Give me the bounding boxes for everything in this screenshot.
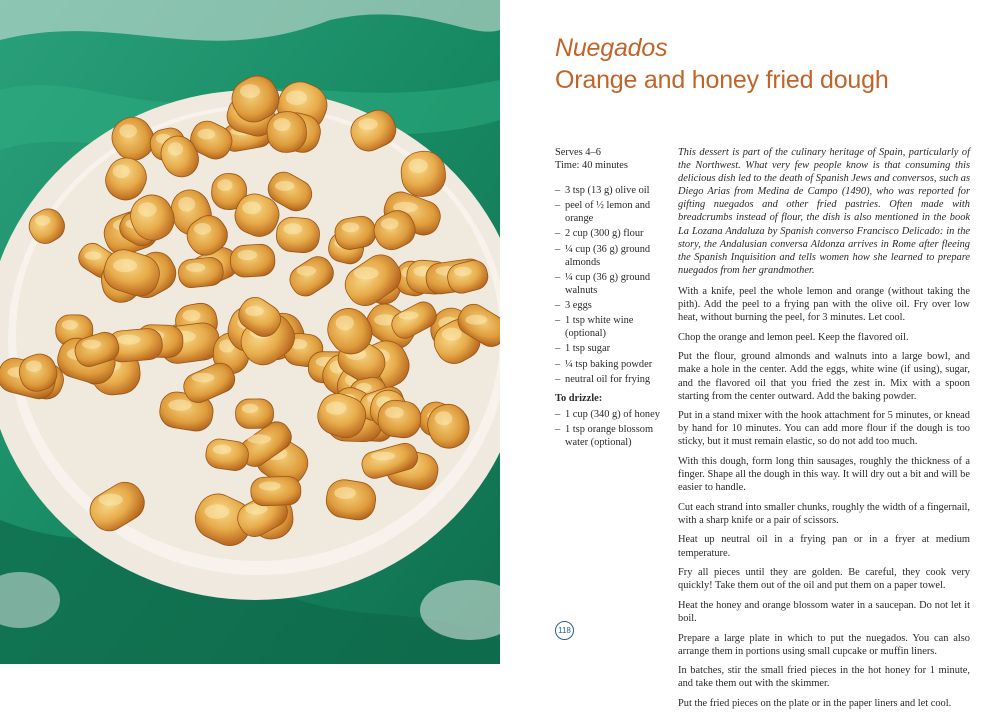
chunk-highlight [117,335,141,345]
chunk-highlight [192,373,215,382]
chunk-highlight [35,215,50,225]
method-step: Prepare a large plate in which to put the nuegados. You can also arrange them in portions using small cupcake or muffin liners. [678,632,970,657]
chunk-highlight [213,445,232,454]
chunk-highlight [371,452,396,461]
chunk-highlight [245,306,264,316]
chunk-highlight [168,142,183,155]
chunk-highlight [194,223,211,235]
fried-dough-chunk [230,243,276,277]
chunk-highlight [326,402,347,415]
ingredient-item: – ¼ cup (36 g) ground walnuts [555,271,665,297]
chunk-highlight [442,328,462,341]
food-photo [0,0,500,664]
drizzle-item: – 1 cup (340 g) of honey [555,408,665,421]
ingredient-item: – 1 tsp white wine (optional) [555,314,665,340]
chunk-highlight [342,222,360,232]
chunk-highlight [113,259,137,272]
chunk-highlight [99,494,123,506]
ingredient-list [555,184,665,386]
recipe-title: Orange and honey fried dough [555,66,889,94]
recipe-page [500,0,1000,709]
ingredients-column [555,146,665,451]
chunk-highlight [182,310,200,321]
chunk-highlight [398,311,418,319]
chunk-highlight [465,315,487,325]
method-step: Chop the orange and lemon peel. Keep the flavored oil. [678,331,909,343]
method-step: Cut each strand into smaller chunks, roughly the width of a fingernail, with a sharp knife or a pair of scissors. [678,501,970,526]
method-step: Put the fried pieces on the plate or in the paper liners and let cool. [678,697,952,709]
chunk-highlight [240,84,260,98]
method-column [678,146,970,716]
method-step: Put in a stand mixer with the hook attachment for 5 minutes, or knead by hand for 10 minutes. You can add more flour if the dough is too sticky, but it must remain elastic, so do not add too much. [678,410,970,448]
method-step: Put the flour, ground almonds and walnuts into a large bowl, and make a hole in the center. Add the eggs, white wine (if using), sugar, and the flavored oil that you fried the zest in. Mix with a spoon starting from the center outward. Add the baking powder. [678,351,970,402]
ingredient-item: – 3 eggs [555,299,665,312]
recipe-title-spanish: Nuegados [555,34,668,62]
servings: Serves 4–6 [555,147,601,158]
chunk-highlight [354,267,379,280]
ingredient-item: – 2 cup (300 g) flour [555,227,665,240]
chunk-highlight [138,202,156,216]
chunk-highlight [454,267,472,276]
chunk-highlight [113,165,130,178]
chunk-highlight [408,159,427,173]
chunk-highlight [385,407,404,419]
ingredient-item: – 3 tsp (13 g) olive oil [555,184,665,197]
intro-paragraph: This dessert is part of the culinary heritage of Spain, particularly of the Northwest. What very few people know is that consuming this delicious dish led to the death of Spanish Jews and conversos, such as Diego Arias from Medina de Campo (1490), who was reported for gifting nuegados and other fried pastries. Often made with breadcrumbs instead of flour, the dish is also mentioned in the book La Lozana Andaluza by Spanish converso Francisco Delicado: in the story, the Andalusian conversa Aldonza arrives in Rome after fleeing the Spanish Inquisition and tells women how she learned to prepare nuegados from her grandmother. [678,147,970,276]
drizzle-item: – 1 tsp orange blossom water (optional) [555,423,665,449]
fried-dough-chunk [266,111,307,154]
chunk-highlight [242,404,259,413]
page-number: 118 [555,621,574,640]
chunk-highlight [334,487,356,499]
fried-dough-chunk [235,399,273,429]
method-step: Heat the honey and orange blossom water in a saucepan. Do not let it boil. [678,599,970,624]
chunk-highlight [297,266,317,276]
chunk-highlight [205,504,230,519]
chunk-highlight [238,250,258,260]
nuegados-photo-illustration [0,0,500,664]
chunk-highlight [197,129,215,140]
drizzle-list [555,408,665,449]
method-step: With this dough, form long thin sausages, roughly the thickness of a finger. Shape all the dough in this way. It will dry out a bit and will be easier to handle. [678,455,970,494]
chunk-highlight [82,340,101,349]
method-step: Fry all pieces until they are golden. Be careful, they cook very quickly! Take them out of the oil and put them on a paper towel. [678,567,970,592]
chunk-highlight [336,316,354,331]
method-step: In batches, stir the small fried pieces in the hot honey for 1 minute, and take them out with the skimmer. [678,665,970,690]
chunk-highlight [119,124,137,138]
ingredient-item: – ¼ cup (36 g) ground almonds [555,243,665,269]
chunk-highlight [381,218,399,229]
chunk-highlight [273,118,290,131]
fried-dough-chunk [250,476,301,506]
fried-dough-chunk [177,256,224,289]
fried-dough-chunk [275,216,321,254]
chunk-highlight [178,197,195,212]
ingredient-item: – peel of ½ lemon and orange [555,199,665,225]
chunk-highlight [26,361,42,372]
method-step: Heat up neutral oil in a frying pan or in a fryer at medium temperature. [678,534,970,559]
chunk-highlight [168,399,191,410]
chunk-highlight [435,411,453,425]
method-step: With a knife, peel the whole lemon and orange (without taking the pith). Add the peel to a frying pan with the olive oil. Fry over low heat, without burning the peel, for 3 minutes. Let cool. [678,285,970,324]
chunk-highlight [85,251,102,260]
chunk-highlight [247,434,271,443]
chunk-highlight [275,181,294,191]
chunk-highlight [62,320,78,330]
chunk-highlight [259,482,281,491]
chunk-highlight [286,91,307,106]
cook-time: Time: 40 minutes [555,160,628,171]
chunk-highlight [217,179,232,191]
drizzle-heading: To drizzle: [555,392,603,404]
chunk-highlight [283,223,302,234]
chunk-highlight [358,118,378,130]
ingredient-item: – neutral oil for frying [555,373,665,386]
chunk-highlight [242,202,261,215]
ingredient-item: – ¼ tsp baking powder [555,358,665,371]
chunk-highlight [186,263,206,272]
ingredient-item: – 1 tsp sugar [555,342,665,355]
